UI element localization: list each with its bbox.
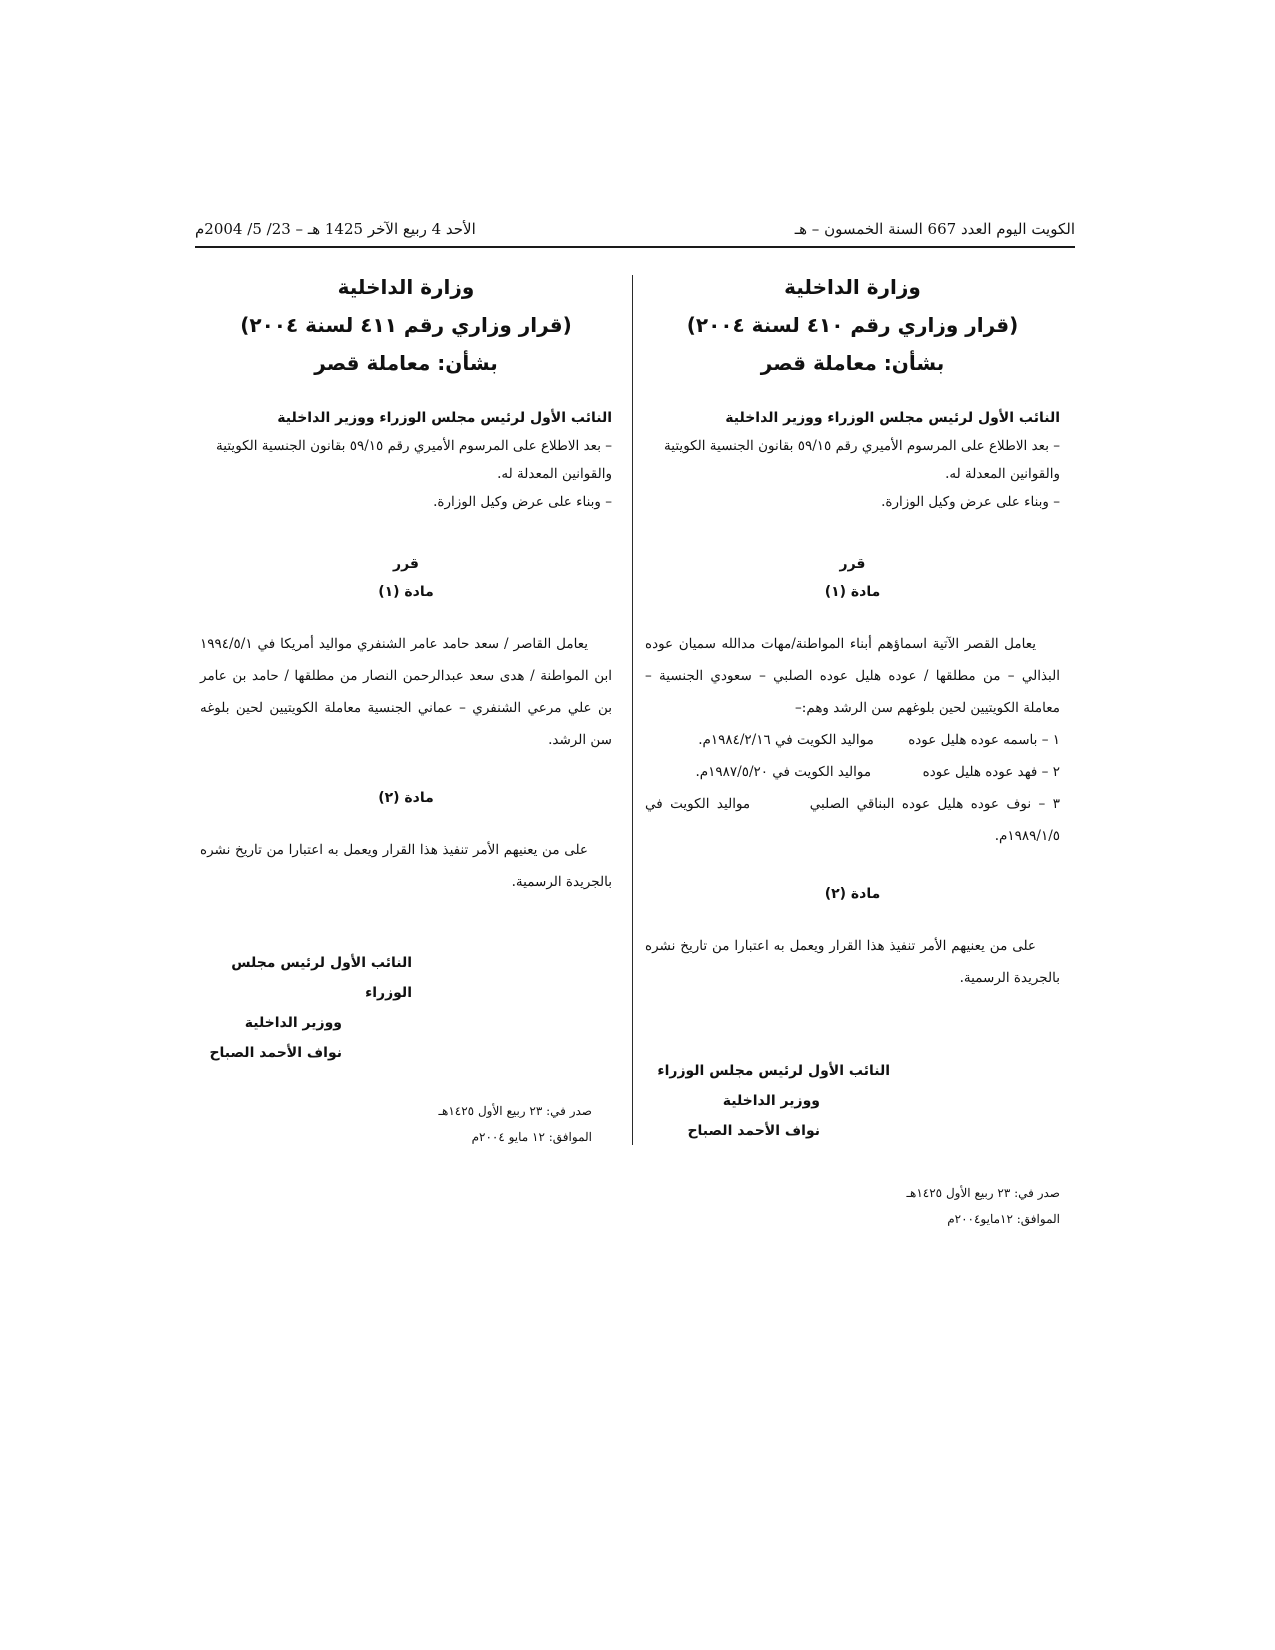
minor-3 bbox=[645, 788, 1060, 852]
signature-title-2: ووزير الداخلية bbox=[722, 1093, 820, 1109]
minor-2 bbox=[645, 756, 1060, 788]
signature-title-1: النائب الأول لرئيس مجلس الوزراء bbox=[657, 1063, 890, 1079]
issue-date-block bbox=[200, 1098, 592, 1150]
decision-411-column bbox=[200, 268, 612, 1150]
article-2-text: على من يعنيهم الأمر تنفيذ هذا القرار ويعمل به اعتبارا من تاريخ نشره بالجريدة الرسمية. bbox=[200, 842, 612, 890]
gazette-header bbox=[195, 210, 1075, 248]
minor-1 bbox=[645, 724, 1060, 756]
column-divider bbox=[632, 275, 633, 1145]
article-2-body bbox=[645, 930, 1060, 994]
ministry-heading: وزارة الداخلية bbox=[784, 275, 921, 299]
issue-date-block bbox=[645, 1180, 1060, 1232]
article-1-text: يعامل القاصر / سعد حامد عامر الشنفري مواليد أمريكا في ١٩٩٤/٥/١ ابن المواطنة / هدى سعد عبدالرحمن النصار من مطلقها / حامد بن عامر بن علي مرعي الشنفري – عماني الجنسية معاملة الكويتيين لحين بلوغه سن الرشد. bbox=[200, 636, 612, 748]
signatory-name: نواف الأحمد الصباح bbox=[209, 1045, 342, 1061]
issued-gregorian: الموافق: ١٢مايو٢٠٠٤م bbox=[947, 1212, 1060, 1226]
issuing-authority: النائب الأول لرئيس مجلس الوزراء ووزير الداخلية bbox=[725, 410, 1060, 426]
header-date: الأحد 4 ربيع الآخر 1425 هـ – 23/ 5/ 2004م bbox=[195, 220, 476, 238]
issued-gregorian: الموافق: ١٢ مايو ٢٠٠٤م bbox=[471, 1130, 592, 1144]
signature-title-2: ووزير الداخلية bbox=[244, 1015, 342, 1031]
decided-heading: قرر bbox=[393, 556, 419, 572]
decided-heading: قرر bbox=[839, 556, 866, 572]
decision-411-preamble bbox=[200, 404, 612, 516]
ministry-heading: وزارة الداخلية bbox=[337, 275, 475, 299]
issued-hijri: صدر في: ٢٣ ربيع الأول ١٤٢٥هـ bbox=[438, 1104, 592, 1118]
signature-title-1: النائب الأول لرئيس مجلس الوزراء bbox=[231, 955, 412, 1001]
header-issue-info: الكويت اليوم العدد 667 السنة الخمسون – هـ bbox=[794, 220, 1075, 238]
article-1-heading: مادة (١) bbox=[378, 584, 434, 600]
article-2-heading: مادة (٢) bbox=[378, 790, 434, 806]
article-2-heading: مادة (٢) bbox=[824, 886, 881, 902]
article-1-heading: مادة (١) bbox=[824, 584, 881, 600]
decision-410-preamble bbox=[645, 404, 1060, 516]
preamble-undersecretary: – وبناء على عرض وكيل الوزارة. bbox=[881, 494, 1060, 510]
decision-subject: بشأن: معاملة قصر bbox=[760, 351, 945, 375]
preamble-reference-decree: – بعد الاطلاع على المرسوم الأميري رقم ٥٩/١٥ بقانون الجنسية الكويتية والقوانين المعدلة له. bbox=[216, 438, 612, 482]
signature-block bbox=[200, 948, 412, 1068]
signature-block bbox=[645, 1056, 890, 1146]
decision-number: (قرار وزاري رقم ٤١١ لسنة ٢٠٠٤) bbox=[240, 313, 572, 337]
article-2-text: على من يعنيهم الأمر تنفيذ هذا القرار ويعمل به اعتبارا من تاريخ نشره بالجريدة الرسمية. bbox=[645, 938, 1060, 986]
minor-3-name: ٣ – نوف عوده هليل عوده البناقي الصلبي bbox=[809, 796, 1060, 812]
decision-number: (قرار وزاري رقم ٤١٠ لسنة ٢٠٠٤) bbox=[686, 313, 1019, 337]
issued-hijri: صدر في: ٢٣ ربيع الأول ١٤٢٥هـ bbox=[906, 1186, 1060, 1200]
minor-1-birth: مواليد الكويت في ١٩٨٤/٢/١٦م. bbox=[698, 732, 874, 748]
article-1-text: يعامل القصر الآتية اسماؤهم أبناء المواطنة/مهات مدالله سميان عوده البذالي – من مطلقها / عوده هليل عوده الصلبي – سعودي الجنسية – معاملة الكويتيين لحين بلوغهم سن الرشد وهم:– bbox=[645, 636, 1060, 716]
issuing-authority: النائب الأول لرئيس مجلس الوزراء ووزير الداخلية bbox=[277, 410, 612, 426]
preamble-reference-decree: – بعد الاطلاع على المرسوم الأميري رقم ٥٩/١٥ بقانون الجنسية الكويتية والقوانين المعدلة له. bbox=[664, 438, 1060, 482]
decision-410-title-block bbox=[645, 268, 1060, 382]
minor-2-birth: مواليد الكويت في ١٩٨٧/٥/٢٠م. bbox=[695, 764, 872, 780]
article-2-body bbox=[200, 834, 612, 898]
decision-subject: بشأن: معاملة قصر bbox=[314, 351, 498, 375]
preamble-undersecretary: – وبناء على عرض وكيل الوزارة. bbox=[433, 494, 612, 510]
minor-3-birth: مواليد الكويت في ١٩٨٩/١/٥م. bbox=[645, 796, 1060, 844]
minor-1-name: ١ – باسمه عوده هليل عوده bbox=[908, 732, 1060, 748]
signatory-name: نواف الأحمد الصباح bbox=[687, 1123, 820, 1139]
minor-2-name: ٢ – فهد عوده هليل عوده bbox=[922, 764, 1060, 780]
article-1-body bbox=[645, 628, 1060, 852]
article-1-body bbox=[200, 628, 612, 756]
decision-410-column bbox=[645, 268, 1060, 1232]
decision-411-title-block bbox=[200, 268, 612, 382]
